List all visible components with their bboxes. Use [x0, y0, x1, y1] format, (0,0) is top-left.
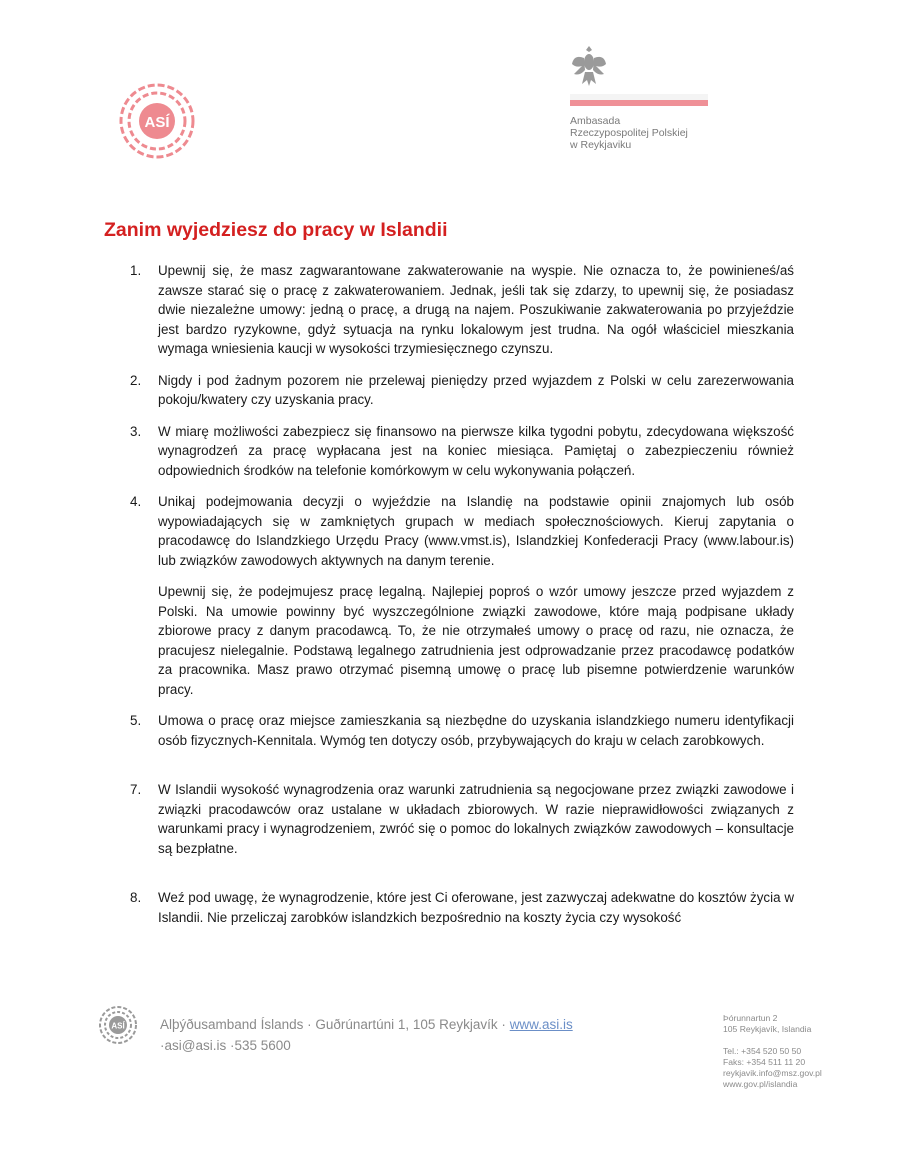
- item-text: W miarę możliwości zabezpiecz się finansowo na pierwsze kilka tygodni pobytu, zdecydowana większość wynagrodzeń za pracę wypłacana jest na koniec miesiąca. Pamiętaj o zabezpieczeniu również odpowiednich środków na telefonie komórkowym w celu wykonywania połączeń.: [158, 423, 794, 478]
- advice-list: [130, 261, 794, 927]
- document-title: Zanim wyjedziesz do pracy w Islandii: [104, 219, 448, 241]
- embassy-name: Ambasada Rzeczypospolitej Polskiej w Reykjaviku: [570, 115, 688, 151]
- item-number: 7.: [130, 782, 142, 797]
- polish-eagle-emblem-icon: [570, 44, 608, 88]
- item-text: W Islandii wysokość wynagrodzenia oraz warunki zatrudnienia są negocjowane przez związki zawodowe i związki pracodawców oraz ustalane w układach zbiorowych. W razie nieprawidłowości związanych z warunkami pracy i wynagrodzeniem, zwróć się o pomoc do lokalnych związków zawodowych – konsultacje są bezpłatne.: [158, 782, 794, 856]
- list-item: [130, 492, 794, 699]
- list-item: [130, 888, 794, 927]
- item-number: 1.: [130, 263, 142, 278]
- list-item: [130, 711, 794, 750]
- item-text: Nigdy i pod żadnym pozorem nie przelewaj pieniędzy przed wyjazdem z Polski w celu zarezerwowania pokoju/kwatery czy uzyskania pracy.: [158, 372, 794, 407]
- item-text: Weź pod uwagę, że wynagrodzenie, które jest Ci oferowane, jest zazwyczaj adekwatne do kosztów życia w Islandii. Nie przeliczaj zarobków islandzkich bezpośrednio na koszty życia czy wysokość: [158, 890, 794, 925]
- website-link[interactable]: www.asi.is: [509, 1017, 573, 1032]
- item-number: 4.: [130, 494, 142, 509]
- embassy-contact: Þórunnartun 2 105 Reykjavík, Islandia Tel.: +354 520 50 50 Faks: +354 511 11 20 reykjavik.info@msz.gov.pl www.gov.pl/islandia: [723, 1013, 822, 1089]
- embassy-header: [570, 44, 715, 151]
- item-number: 3.: [130, 423, 142, 439]
- item-text: Umowa o pracę oraz miejsce zamieszkania są niezbędne do uzyskania islandzkiego numeru identyfikacji osób fizycznych-Kennitala. Wymóg ten dotyczy osób, przybywających do kraju w celach zarobkowych.: [158, 713, 794, 748]
- asi-logo: [116, 80, 198, 162]
- list-item: [130, 261, 794, 359]
- list-item: [130, 371, 794, 410]
- item-text: Upewnij się, że podejmujesz pracę legalną. Najlepiej poproś o wzór umowy jeszcze przed wyjazdem z Polski. Na umowie powinny być wyszczególnione związki zawodowe, które mają podpisane układy zbiorowe pracy z danym pracodawcą. To, że nie otrzymałeś umowy o pracę od razu, nie oznacza, że pracujesz nielegalnie. Podstawą legalnego zatrudnienia jest odprowadzanie przez pracodawcę podatków za pracownika. Masz prawo otrzymać pisemną umowę o pracę lub pisemne potwierdzenie warunków pracy.: [158, 584, 794, 697]
- item-number: 8.: [130, 890, 142, 905]
- svg-text:ASÍ: ASÍ: [144, 114, 170, 131]
- list-item: [130, 422, 794, 481]
- asi-footer-logo: [98, 1005, 138, 1045]
- list-item: [130, 780, 794, 858]
- svg-text:ASÍ: ASÍ: [111, 1021, 125, 1031]
- flag-red-stripe: [570, 100, 708, 106]
- item-text: Upewnij się, że masz zagwarantowane zakwaterowanie na wyspie. Nie oznacza to, że powinieneś/aś zawsze starać się o pracę z zakwaterowaniem. Jednak, jeśli tak się zdarzy, to upewnij się, że posiadasz dwie niezależne umowy: jedną o pracę, a drugą na najem. Poszukiwanie zakwaterowania po przyjeździe jest bardzo ryzykowne, gdyż sytuacja na rynku lokalowym jest trudna. Na ogół właściciel mieszkania wymaga wniesienia kaucji w wysokości trzymiesięcznego czynszu.: [158, 263, 794, 356]
- item-number: 5.: [130, 713, 142, 728]
- item-number: 2.: [130, 372, 142, 388]
- item-text: Unikaj podejmowania decyzji o wyjeździe na Islandię na podstawie opinii znajomych lub osób wypowiadających się w zamkniętych grupach w mediach społecznościowych. Kieruj zapytania o pracodawcę do Islandzkiego Urzędu Pracy (www.vmst.is), Islandzkiej Konfederacji Pracy (www.labour.is) lub związków zawodowych aktywnych na danym terenie.: [158, 494, 794, 568]
- footer-address: Alþýðusamband Íslands · Guðrúnartúni 1, 105 Reykjavík · www.asi.is ·asi@asi.is ·535 5600: [160, 1017, 573, 1053]
